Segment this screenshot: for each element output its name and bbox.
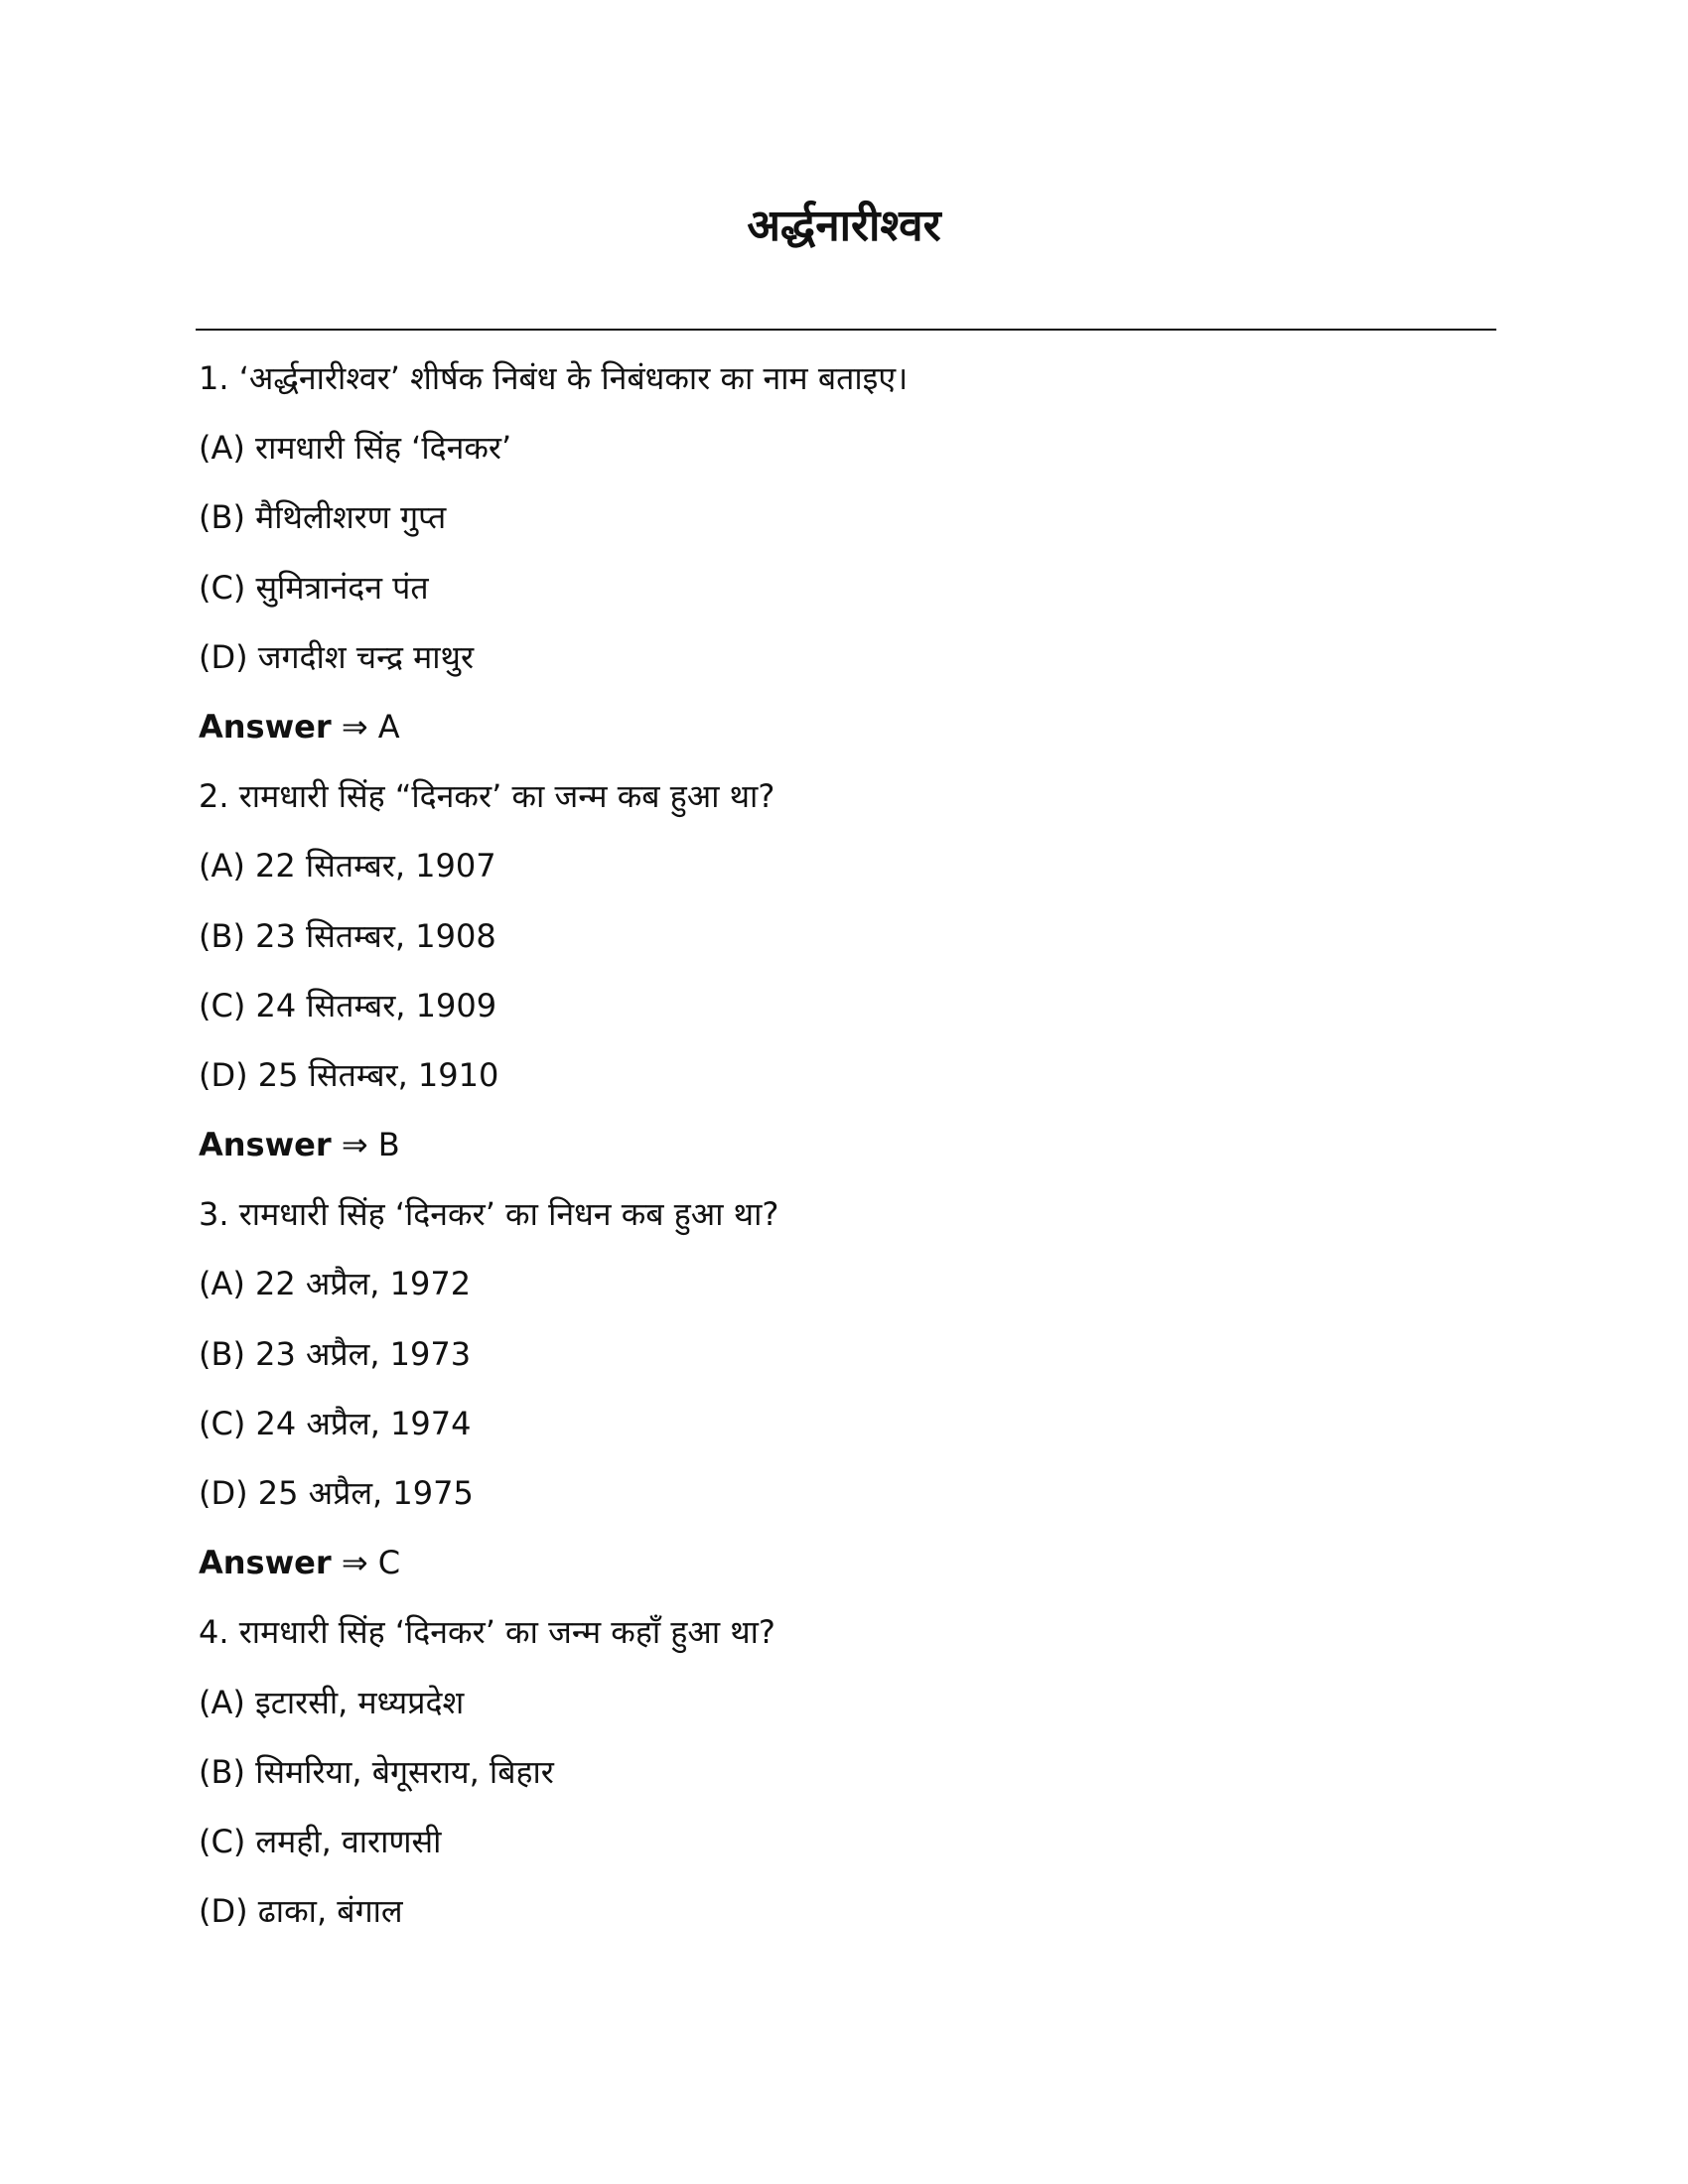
answer-line bbox=[199, 1110, 1489, 1179]
question-block bbox=[199, 1179, 1489, 1597]
option-c: (C) 24 सितम्बर, 1909 bbox=[199, 986, 497, 1024]
option-a: (A) रामधारी सिंह ‘दिनकर’ bbox=[199, 429, 512, 468]
answer-label: Answer bbox=[199, 1126, 332, 1164]
option-b: (B) मैथिलीशरण गुप्त bbox=[199, 498, 447, 537]
option-b: (B) 23 अप्रैल, 1973 bbox=[199, 1334, 472, 1373]
question-text: 3. रामधारी सिंह ‘दिनकर’ का निधन कब हुआ था? bbox=[199, 1195, 779, 1234]
answer-value: ⇒ C bbox=[341, 1544, 401, 1582]
question-block bbox=[199, 761, 1489, 1179]
question-text: 2. रामधारी सिंह “दिनकर’ का जन्म कब हुआ था? bbox=[199, 777, 775, 816]
option-d: (D) जगदीश चन्द्र माथुर bbox=[199, 637, 475, 676]
answer-value: ⇒ B bbox=[341, 1126, 400, 1164]
question-list bbox=[199, 343, 1489, 1946]
option-d: (D) 25 सितम्बर, 1910 bbox=[199, 1055, 499, 1094]
page-title: अर्द्धनारीश्वर bbox=[747, 201, 941, 251]
option-b: (B) 23 सितम्बर, 1908 bbox=[199, 916, 496, 955]
answer-label: Answer bbox=[199, 707, 332, 746]
answer-line bbox=[199, 1528, 1489, 1597]
answer-line bbox=[199, 692, 1489, 761]
option-d: (D) ढाका, बंगाल bbox=[199, 1892, 403, 1931]
question-text: 4. रामधारी सिंह ‘दिनकर’ का जन्म कहाँ हुआ था? bbox=[199, 1613, 775, 1652]
title-divider bbox=[196, 329, 1496, 331]
answer-label: Answer bbox=[199, 1544, 332, 1582]
option-a: (A) 22 अप्रैल, 1972 bbox=[199, 1265, 472, 1303]
option-d: (D) 25 अप्रैल, 1975 bbox=[199, 1474, 474, 1512]
option-c: (C) सुमित्रानंदन पंत bbox=[199, 568, 429, 607]
question-block bbox=[199, 343, 1489, 761]
option-c: (C) 24 अप्रैल, 1974 bbox=[199, 1404, 472, 1442]
option-a: (A) इटारसी, मध्यप्रदेश bbox=[199, 1683, 465, 1721]
question-block bbox=[199, 1597, 1489, 1946]
answer-value: ⇒ A bbox=[341, 707, 400, 746]
option-b: (B) सिमरिया, बेगूसराय, बिहार bbox=[199, 1752, 554, 1791]
question-text: 1. ‘अर्द्धनारीश्वर’ शीर्षक निबंध के निबंधकार का नाम बताइए। bbox=[199, 359, 909, 397]
option-c: (C) लमही, वाराणसी bbox=[199, 1822, 442, 1860]
option-a: (A) 22 सितम्बर, 1907 bbox=[199, 847, 496, 886]
